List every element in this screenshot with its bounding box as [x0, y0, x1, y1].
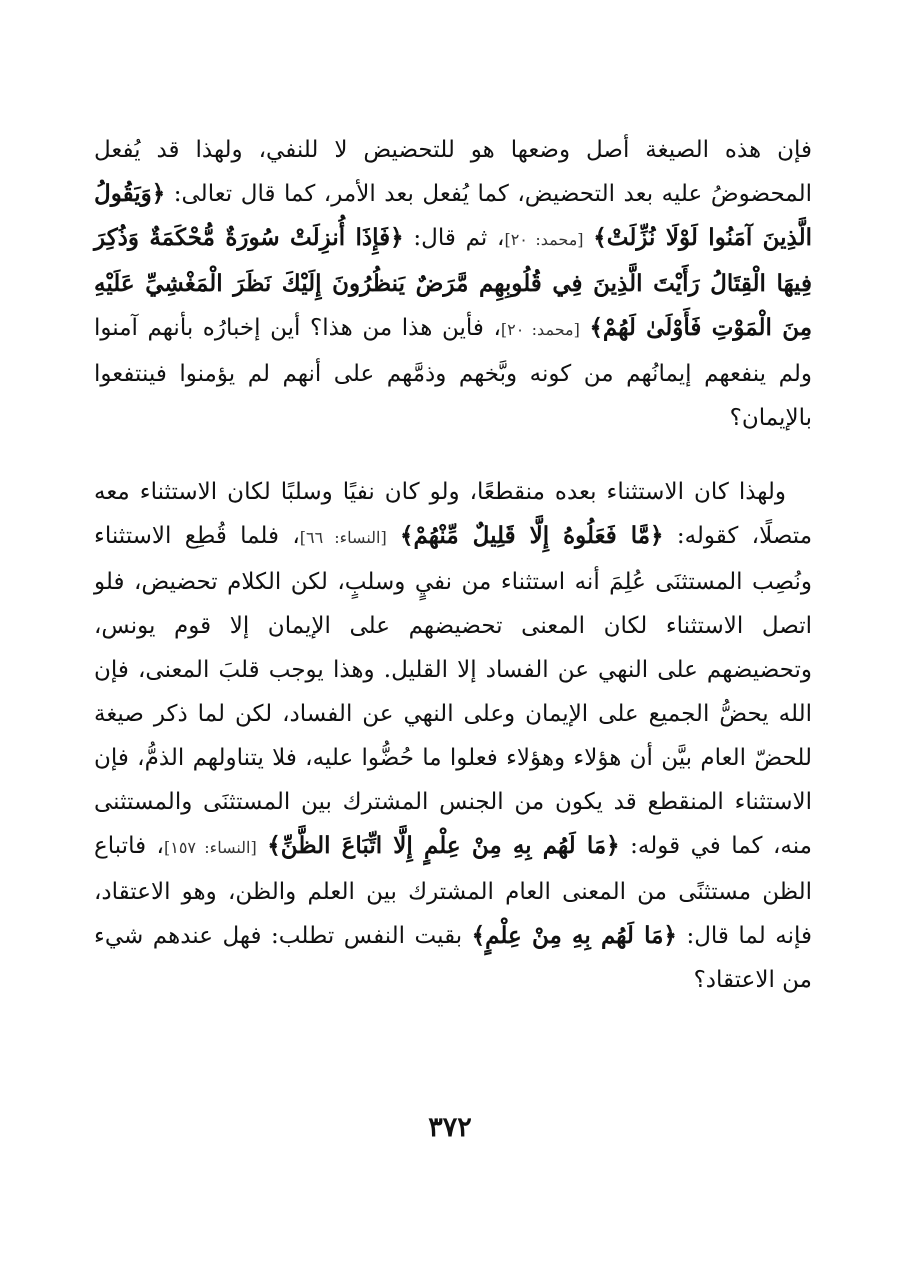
text-run: ولهذا كان الاستثناء بعده منقطعًا، ولو كان نفيًا وسلبًا لكان الاستثناء معه متصلًا، كقوله: [94, 479, 813, 549]
text-run: ، فاتباع الظن مستثنًى من المعنى العام المشترك بين العلم والظن، وهو الاعتقاد، فإنه لما قال: [94, 833, 812, 949]
verse-reference: [النساء: ١٥٧] [163, 838, 257, 857]
verse-reference: [محمد: ٢٠] [504, 230, 584, 249]
text-run: ، فلما قُطِع الاستثناء ونُصِب المستثنَى عُلِمَ أنه استثناء من نفيٍ وسلبٍ، لكن الكلام تحضيض، فلو اتصل الاستثناء لكان المعنى تحضيضهم على الإيمان إلا قوم يونس، وتحضيضهم على النهي عن الفساد إلا القليل. وهذا يوجب قلبَ المعنى، فإن الله يحضُّ الجميع على الإيمان وعلى النهي عن الفساد، لكن لما ذكر صيغة للحضّ العام بيَّن أن هؤلاء وهؤلاء فعلوا ما حُضُّوا عليه، فلا يتناولهم الذمُّ، فإن الاستثناء المنقطع قد يكون من الجنس المشترك بين المستثنَى والمستثنى منه، كما في قوله: [94, 523, 812, 859]
quran-verse: ﴿وَيَقُولُ الَّذِينَ آمَنُوا لَوْلَا نُزِّلَتْ﴾ [94, 180, 813, 251]
text-run [257, 833, 268, 859]
text-run: ، فأين هذا من هذا؟ أين إخبارُه بأنهم آمنوا ولم ينفعهم إيمانُهم من كونه وبَّخهم وذمَّهم على أنهم لم يؤمنوا فينتفعوا بالإيمان؟ [94, 315, 812, 431]
text-run [580, 315, 590, 341]
text-run: بقيت النفس تطلب: فهل عندهم شيء من الاعتقاد؟ [94, 923, 812, 993]
page-number: ٣٧٢ [428, 1112, 472, 1143]
text-run: ، ثم قال: [403, 225, 505, 251]
text-run [584, 225, 594, 251]
text-run: فإن هذه الصيغة أصل وضعها هو للتحضيض لا للنفي، ولهذا قد يُفعل المحضوضُ عليه بعد التحضيض، كما يُفعل بعد الأمر، كما قال تعالى: [94, 137, 812, 207]
paragraph-2 [94, 470, 812, 1002]
body-text [94, 128, 812, 1002]
verse-reference: [النساء: ٦٦] [299, 528, 387, 547]
text-run [387, 523, 400, 549]
paragraph-1 [94, 128, 812, 440]
quran-verse: ﴿فَإِذَا أُنزِلَتْ سُورَةٌ مُّحْكَمَةٌ وَذُكِرَ فِيهَا الْقِتَالُ رَأَيْتَ الَّذِينَ فِي قُلُوبِهِم مَّرَضٌ يَنظُرُونَ إِلَيْكَ نَظَرَ الْمَغْشِيِّ عَلَيْهِ مِنَ الْمَوْتِ فَأَوْلَىٰ لَهُمْ﴾ [94, 224, 813, 341]
quran-verse: ﴿مَا لَهُم بِهِ مِنْ عِلْمٍ﴾ [471, 922, 677, 949]
verse-reference: [محمد: ٢٠] [500, 320, 580, 339]
quran-verse: ﴿مَا لَهُم بِهِ مِنْ عِلْمٍ إِلَّا اتِّبَاعَ الظَّنِّ﴾ [267, 832, 620, 859]
quran-verse: ﴿مَّا فَعَلُوهُ إِلَّا قَلِيلٌ مِّنْهُمْ﴾ [400, 522, 664, 549]
